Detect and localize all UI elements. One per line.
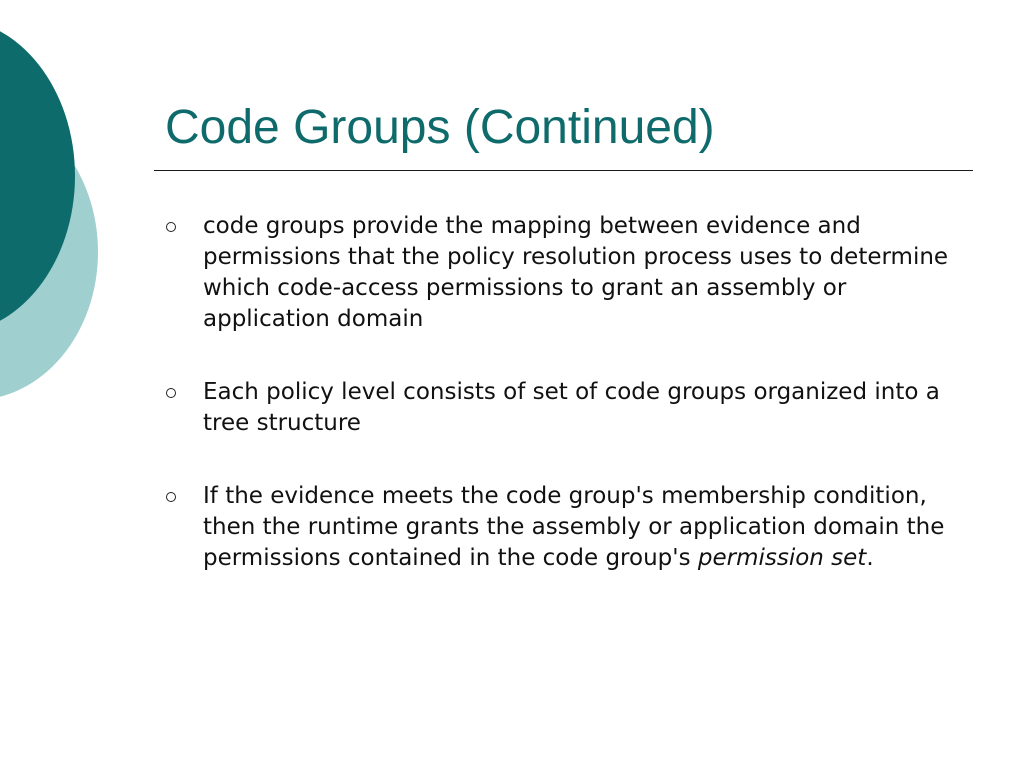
slide-title: Code Groups (Continued) [165, 101, 715, 154]
bullet-text-end: . [866, 545, 874, 571]
hollow-circle-bullet-icon [166, 222, 176, 232]
list-item [166, 211, 966, 335]
hollow-circle-bullet-icon [166, 492, 176, 502]
list-item [166, 481, 966, 574]
bullet-text: Each policy level consists of set of code groups organized into a tree structure [203, 379, 940, 436]
list-item [166, 377, 966, 439]
emphasized-term: permission set [697, 545, 867, 571]
bullet-list [166, 211, 966, 616]
bullet-text: If the evidence meets the code group's membership condition, then the runtime grants the assembly or application domain the permissions contained in the code group's [203, 483, 945, 571]
hollow-circle-bullet-icon [166, 388, 176, 398]
title-divider [154, 170, 973, 171]
bullet-text: code groups provide the mapping between evidence and permissions that the policy resolution process uses to determine which code-access permissions to grant an assembly or application domain [203, 213, 949, 332]
